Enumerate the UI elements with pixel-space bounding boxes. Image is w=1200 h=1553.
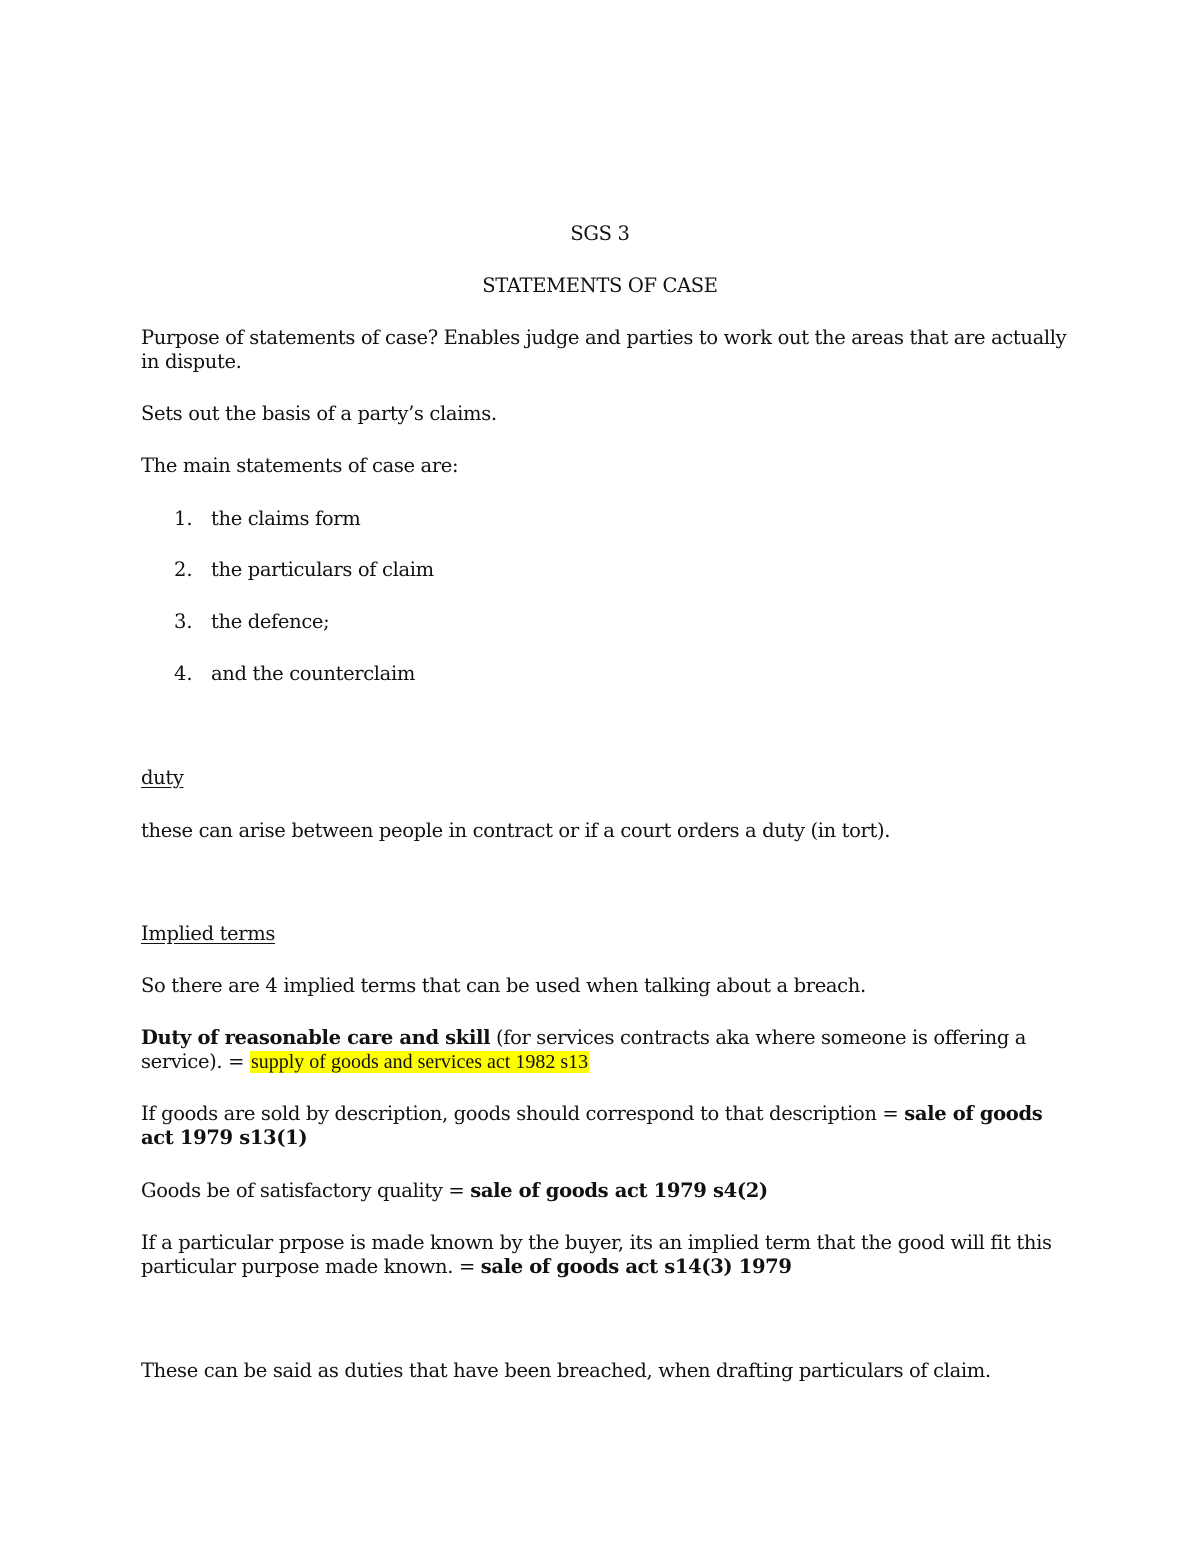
list-item-number: 1. bbox=[174, 507, 193, 530]
list-item-text: the particulars of claim bbox=[211, 558, 434, 581]
basis-paragraph: Sets out the basis of a party’s claims. bbox=[141, 402, 497, 425]
implied-term-3-statute: sale of goods act 1979 s4(2) bbox=[470, 1179, 768, 1202]
implied-term-4-statute: sale of goods act s14(3) 1979 bbox=[480, 1255, 792, 1278]
implied-term-3-desc: Goods be of satisfactory quality = bbox=[141, 1179, 471, 1202]
closing-paragraph: These can be said as duties that have been breached, when drafting particulars of claim. bbox=[141, 1359, 991, 1382]
list-item-number: 2. bbox=[174, 558, 193, 581]
list-item-number: 4. bbox=[174, 662, 193, 685]
implied-terms-heading bbox=[141, 922, 1061, 946]
implied-term-2-line-2 bbox=[141, 1126, 1061, 1150]
document-title: STATEMENTS OF CASE bbox=[482, 274, 718, 297]
implied-term-2-desc: If goods are sold by description, goods should correspond to that description = bbox=[141, 1102, 905, 1125]
list-item-text: the claims form bbox=[211, 507, 361, 530]
implied-terms-heading-text: Implied terms bbox=[141, 922, 276, 945]
duty-text: these can arise between people in contract or if a court orders a duty (in tort). bbox=[141, 819, 891, 842]
implied-term-1-line-1 bbox=[141, 1026, 1061, 1050]
implied-term-4-desc: particular purpose made known. = bbox=[141, 1255, 481, 1278]
duty-heading-text: duty bbox=[141, 766, 184, 789]
implied-term-1-prefix: service). = bbox=[141, 1050, 250, 1073]
purpose-line-1: Purpose of statements of case? Enables judge and parties to work out the areas that are actually bbox=[141, 326, 1067, 349]
implied-terms-intro: So there are 4 implied terms that can be used when talking about a breach. bbox=[141, 974, 866, 997]
highlighted-statute: supply of goods and services act 1982 s13 bbox=[250, 1051, 589, 1073]
implied-term-4-line-1: If a particular prpose is made known by the buyer, its an implied term that the good will fit this bbox=[141, 1231, 1052, 1254]
list-item-text: the defence; bbox=[211, 610, 330, 633]
implied-term-1-title: Duty of reasonable care and skill bbox=[141, 1026, 491, 1049]
duty-heading bbox=[141, 766, 1061, 790]
implied-term-2-statute-b: act 1979 s13(1) bbox=[141, 1126, 308, 1149]
implied-term-2-statute-a: sale of goods bbox=[904, 1102, 1043, 1125]
implied-term-3 bbox=[141, 1179, 1061, 1203]
implied-term-4-line-2 bbox=[141, 1255, 1061, 1279]
list-item-number: 3. bbox=[174, 610, 193, 633]
list-item-text: and the counterclaim bbox=[211, 662, 415, 685]
main-statements-intro: The main statements of case are: bbox=[141, 454, 459, 477]
implied-term-2-line-1 bbox=[141, 1102, 1061, 1126]
implied-term-1-desc: (for services contracts aka where someone is offering a bbox=[490, 1026, 1027, 1049]
document-code: SGS 3 bbox=[570, 222, 630, 245]
purpose-line-2: in dispute. bbox=[141, 350, 242, 373]
implied-term-1-line-2 bbox=[141, 1050, 1061, 1074]
